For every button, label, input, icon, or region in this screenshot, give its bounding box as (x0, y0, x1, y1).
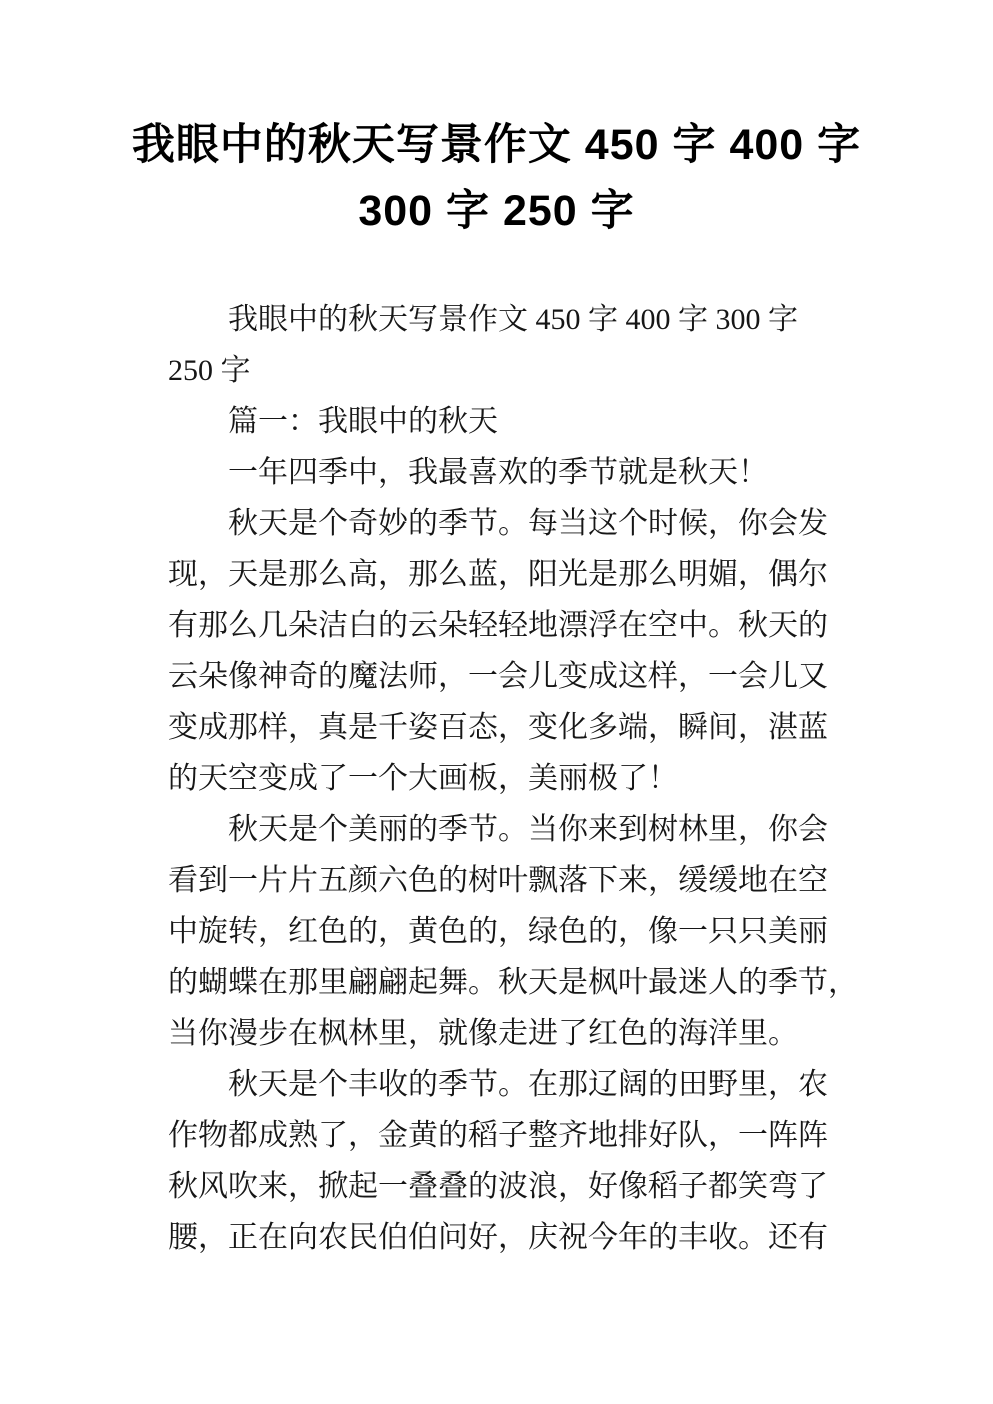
body-line: 作物都成熟了，金黄的稻子整齐地排好队，一阵阵 (168, 1119, 828, 1152)
document-title-line: 300 字 250 字 (358, 187, 635, 235)
body-line: 有那么几朵洁白的云朵轻轻地漂浮在空中。秋天的 (168, 609, 828, 642)
body-line: 一年四季中，我最喜欢的季节就是秋天！ (228, 456, 768, 489)
body-line: 的蝴蝶在那里翩翩起舞。秋天是枫叶最迷人的季节， (168, 966, 858, 999)
body-line: 看到一片片五颜六色的树叶飘落下来，缓缓地在空 (168, 864, 828, 897)
body-line: 中旋转，红色的，黄色的，绿色的，像一只只美丽 (168, 915, 828, 948)
body-line: 250 字 (168, 354, 251, 387)
body-line: 的天空变成了一个大画板，美丽极了！ (168, 762, 678, 795)
body-line: 腰，正在向农民伯伯问好，庆祝今年的丰收。还有 (168, 1221, 828, 1254)
body-line: 秋天是个奇妙的季节。每当这个时候，你会发 (228, 507, 828, 540)
body-line: 变成那样，真是千姿百态，变化多端，瞬间，湛蓝 (168, 711, 828, 744)
body-line: 云朵像神奇的魔法师，一会儿变成这样，一会儿又 (168, 660, 828, 693)
body-line: 我眼中的秋天写景作文 450 字 400 字 300 字 (228, 303, 798, 336)
document-body (168, 294, 858, 1263)
document-title-line: 我眼中的秋天写景作文 450 字 400 字 (131, 121, 862, 169)
body-line: 秋风吹来，掀起一叠叠的波浪，好像稻子都笑弯了 (168, 1170, 828, 1203)
body-line: 秋天是个美丽的季节。当你来到树林里，你会 (228, 813, 828, 846)
body-line: 现，天是那么高，那么蓝，阳光是那么明媚，偶尔 (168, 558, 828, 591)
body-line: 当你漫步在枫林里，就像走进了红色的海洋里。 (168, 1017, 798, 1050)
body-line: 秋天是个丰收的季节。在那辽阔的田野里，农 (228, 1068, 828, 1101)
document-title (80, 112, 913, 244)
body-line: 篇一：我眼中的秋天 (228, 405, 498, 438)
